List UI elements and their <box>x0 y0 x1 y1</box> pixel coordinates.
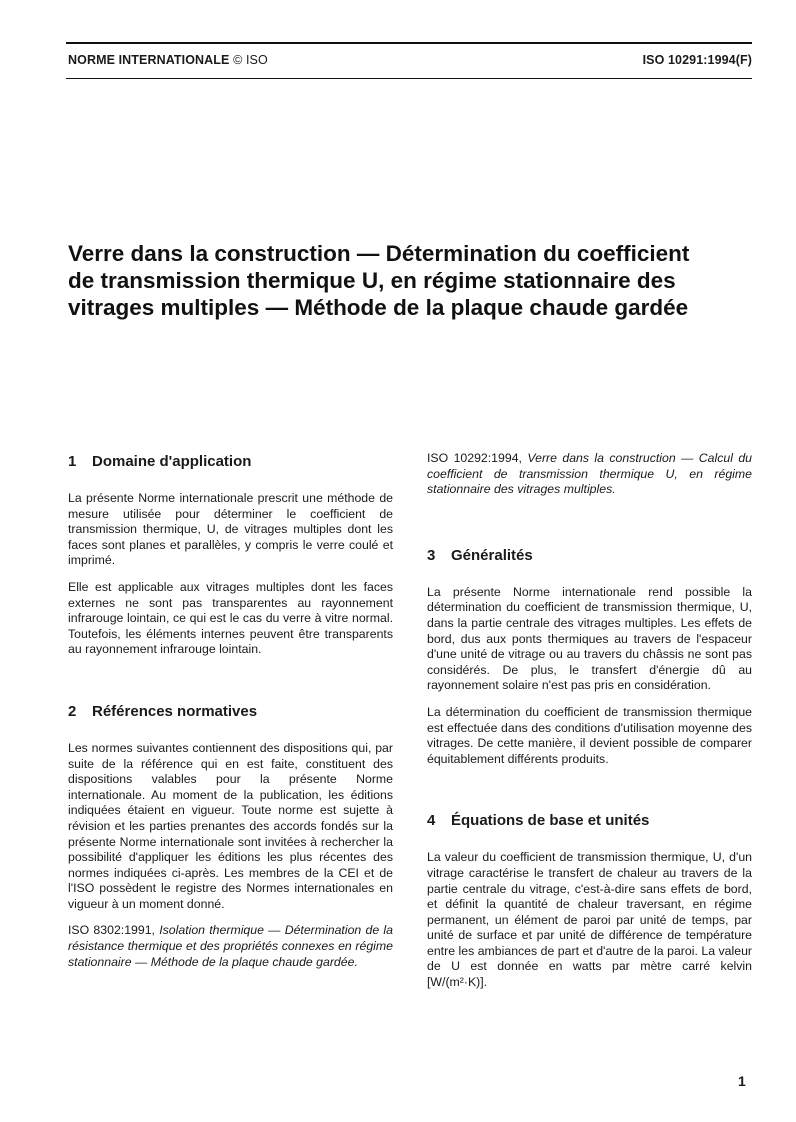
document-title: Verre dans la construction — Détermination du coefficient de transmission thermique U, en régime stationnaire des vitrages multiples — Méthode de la plaque chaude gardée <box>68 241 690 320</box>
reference-iso-8302 <box>68 923 393 970</box>
section-3-paragraph-1: La présente Norme internationale rend possible la détermination du coefficient de transmission thermique, U, dans la partie centrale des vitrages multiples. Les effets de bord, dus aux ponts thermiques au travers de l'espaceur d'une unité de vitrage ou au travers du châssis ne sont pas considérés. De plus, le transfert d'énergie dû au rayonnement solaire n'est pas pris en considération. <box>427 584 752 693</box>
header-norme-text: NORME INTERNATIONALE <box>68 53 230 67</box>
header-standard-label <box>68 53 268 67</box>
section-4-number: 4 <box>427 812 436 830</box>
header-bottom-rule <box>66 78 752 79</box>
section-spacer <box>68 669 393 703</box>
section-1-paragraph-1: La présente Norme internationale prescrit une méthode de mesure utilisée pour déterminer le coefficient de transmission thermique, U, de vitrages multiples dont les faces sont planes et parallèles, y compris le verre coulé et imprimé. <box>68 491 393 568</box>
section-3-number: 3 <box>427 546 436 564</box>
header-top-rule <box>66 42 752 44</box>
reference-iso-8302-code: ISO 8302:1991, <box>68 923 155 938</box>
section-3-paragraph-2: La détermination du coefficient de transmission thermique est effectuée dans des conditions d'utilisation moyenne des vitrages. De cette manière, il devient possible de comparer équitablement différents produits. <box>427 704 752 766</box>
section-2-title: Références normatives <box>92 702 258 720</box>
header-document-id: ISO 10291:1994(F) <box>642 53 752 67</box>
section-1-heading <box>68 453 393 471</box>
section-spacer <box>427 509 752 547</box>
left-column <box>68 453 393 981</box>
header-copyright-text: © ISO <box>233 53 268 67</box>
section-1-title: Domaine d'application <box>92 453 252 470</box>
section-4-title: Équations de base et unités <box>451 812 650 830</box>
section-spacer <box>427 778 752 812</box>
section-2-paragraph-1: Les normes suivantes contiennent des dispositions qui, par suite de la référence qui en est faite, constituent des dispositions valables pour la présente Norme internationale. Au moment de la publication, les éditions indiquées étaient en vigueur. Toute norme est sujette à révision et les parties prenantes des accords fondés sur la présente Norme internationale sont invitées à rechercher la possibilité d'appliquer les éditions les plus récentes des normes indiquées ci-après. Les membres de la CEI et de l'ISO possèdent le registre des Normes internationales en vigueur à un moment donné. <box>68 740 393 911</box>
section-1-paragraph-2: Elle est applicable aux vitrages multiples dont les faces externes ne sont pas transparentes au rayonnement infrarouge lointain, ce qui est le cas du verre à vitre normal. Toutefois, les éléments internes peuvent être transparents au rayonnement infrarouge lointain. <box>68 579 393 657</box>
reference-iso-8302-title: Isolation thermique — Détermination de la résistance thermique et des propriétés connexes en régime stationnaire — Méthode de la plaque chaude gardée. <box>68 923 393 969</box>
reference-iso-10292-title: Verre dans la construction — Calcul du coefficient de transmission thermique U, en régime stationnaire des vitrages multiples. <box>427 451 753 497</box>
section-2-number: 2 <box>68 702 77 720</box>
section-4-heading <box>427 812 752 830</box>
right-column <box>427 453 752 1002</box>
reference-iso-10292 <box>427 451 752 498</box>
section-3-title: Généralités <box>451 546 533 564</box>
section-4-paragraph-1: La valeur du coefficient de transmission thermique, U, d'un vitrage caractérise le transfert de chaleur au travers de la partie centrale du vitrage, c'est-à-dire sans effets de bord, et définit la quantité de chaleur traversant, en régime permanent, un élément de paroi par unité de temps, par unité de surface et par unité de différence de température entre les ambiances de part et d'autre de la paroi. La valeur de U est donnée en watts par mètre carré kelvin [W/(m²·K)]. <box>427 850 752 990</box>
section-2-heading <box>68 703 393 721</box>
section-1-number: 1 <box>68 453 77 470</box>
page-number: 1 <box>738 1073 746 1089</box>
reference-iso-10292-code: ISO 10292:1994, <box>427 451 522 465</box>
section-3-heading <box>427 547 752 565</box>
